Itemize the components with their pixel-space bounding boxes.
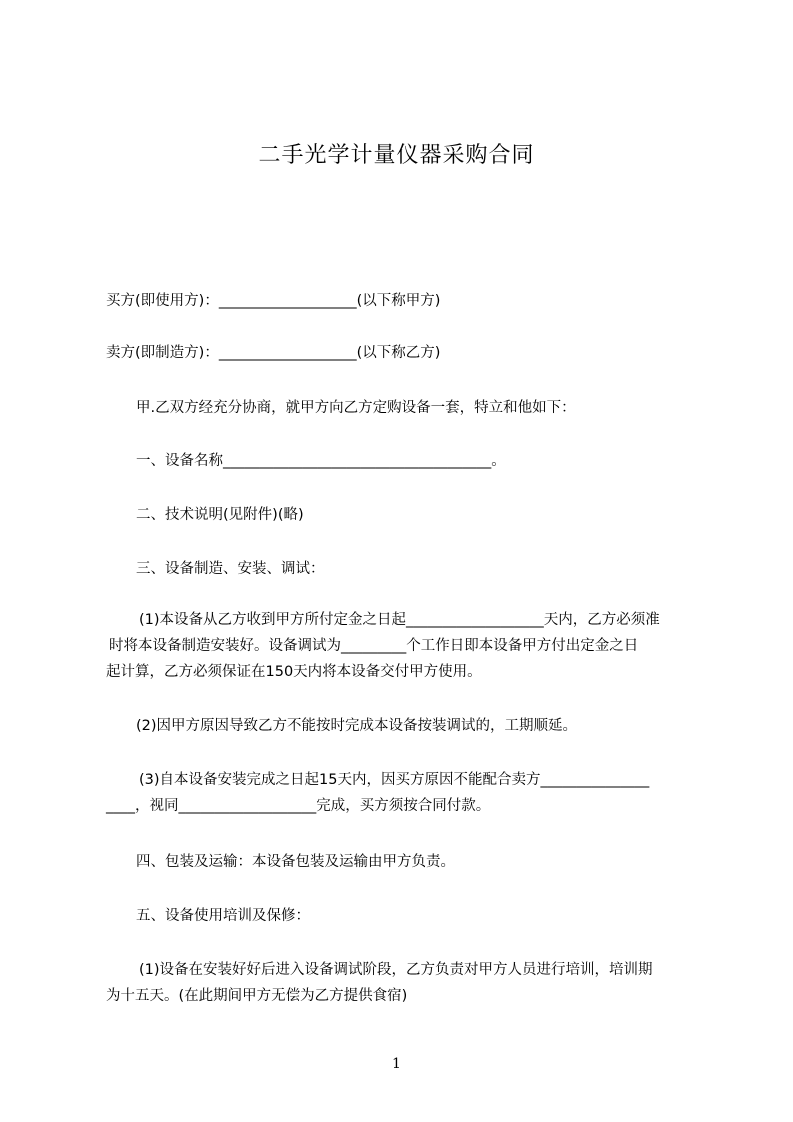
clause-5-1-line-1: (1)设备在安装好好后进入设备调试阶段，乙方负责对甲方人员进行培训，培训期 [139,962,653,978]
section-5-heading: 五、设备使用培训及保修： [136,908,310,924]
buyer-line: 买方(即使用方)：___________________(以下称甲方) [106,293,441,309]
clause-3-2: (2)因甲方原因导致乙方不能按时完成本设备按装调试的，工期顺延。 [136,718,578,734]
clause-3-1-line-1: (1)本设备从乙方收到甲方所付定金之日起___________________天内，乙方必须准 [139,612,660,628]
section-1-equipment-name: 一、设备名称_____________________________________。 [136,453,506,469]
clause-3-1-line-2: 时将本设备制造安装好。设备调试为_________个工作日即本设备甲方付出定金之日 [109,638,639,654]
page-number: 1 [392,1056,401,1072]
seller-line: 卖方(即制造方)：___________________(以下称乙方) [106,345,441,361]
clause-3-1 [106,607,706,685]
preamble-paragraph: 甲.乙双方经充分协商，就甲方向乙方定购设备一套，特立和他如下： [136,400,576,416]
clause-3-3-line-2: ____，视同___________________完成，买方须按合同付款。 [106,798,491,814]
clause-5-1-line-2: 为十五天。(在此期间甲方无偿为乙方提供食宿) [106,988,408,1004]
section-4-packaging-transport: 四、包装及运输：本设备包装及运输由甲方负责。 [136,854,455,870]
clause-3-3-line-1: (3)自本设备安装完成之日起15天内，因买方原因不能配合卖方_______________ [139,772,650,788]
clause-5-1 [106,957,706,1009]
document-title: 二手光学计量仪器采购合同 [258,143,535,168]
section-3-heading: 三、设备制造、安装、调试： [136,561,325,577]
clause-3-1-line-3: 起计算，乙方必须保证在150天内将本设备交付甲方使用。 [106,664,482,680]
section-2-technical-description: 二、技术说明(见附件)(略) [136,507,304,523]
clause-3-3 [106,767,706,819]
